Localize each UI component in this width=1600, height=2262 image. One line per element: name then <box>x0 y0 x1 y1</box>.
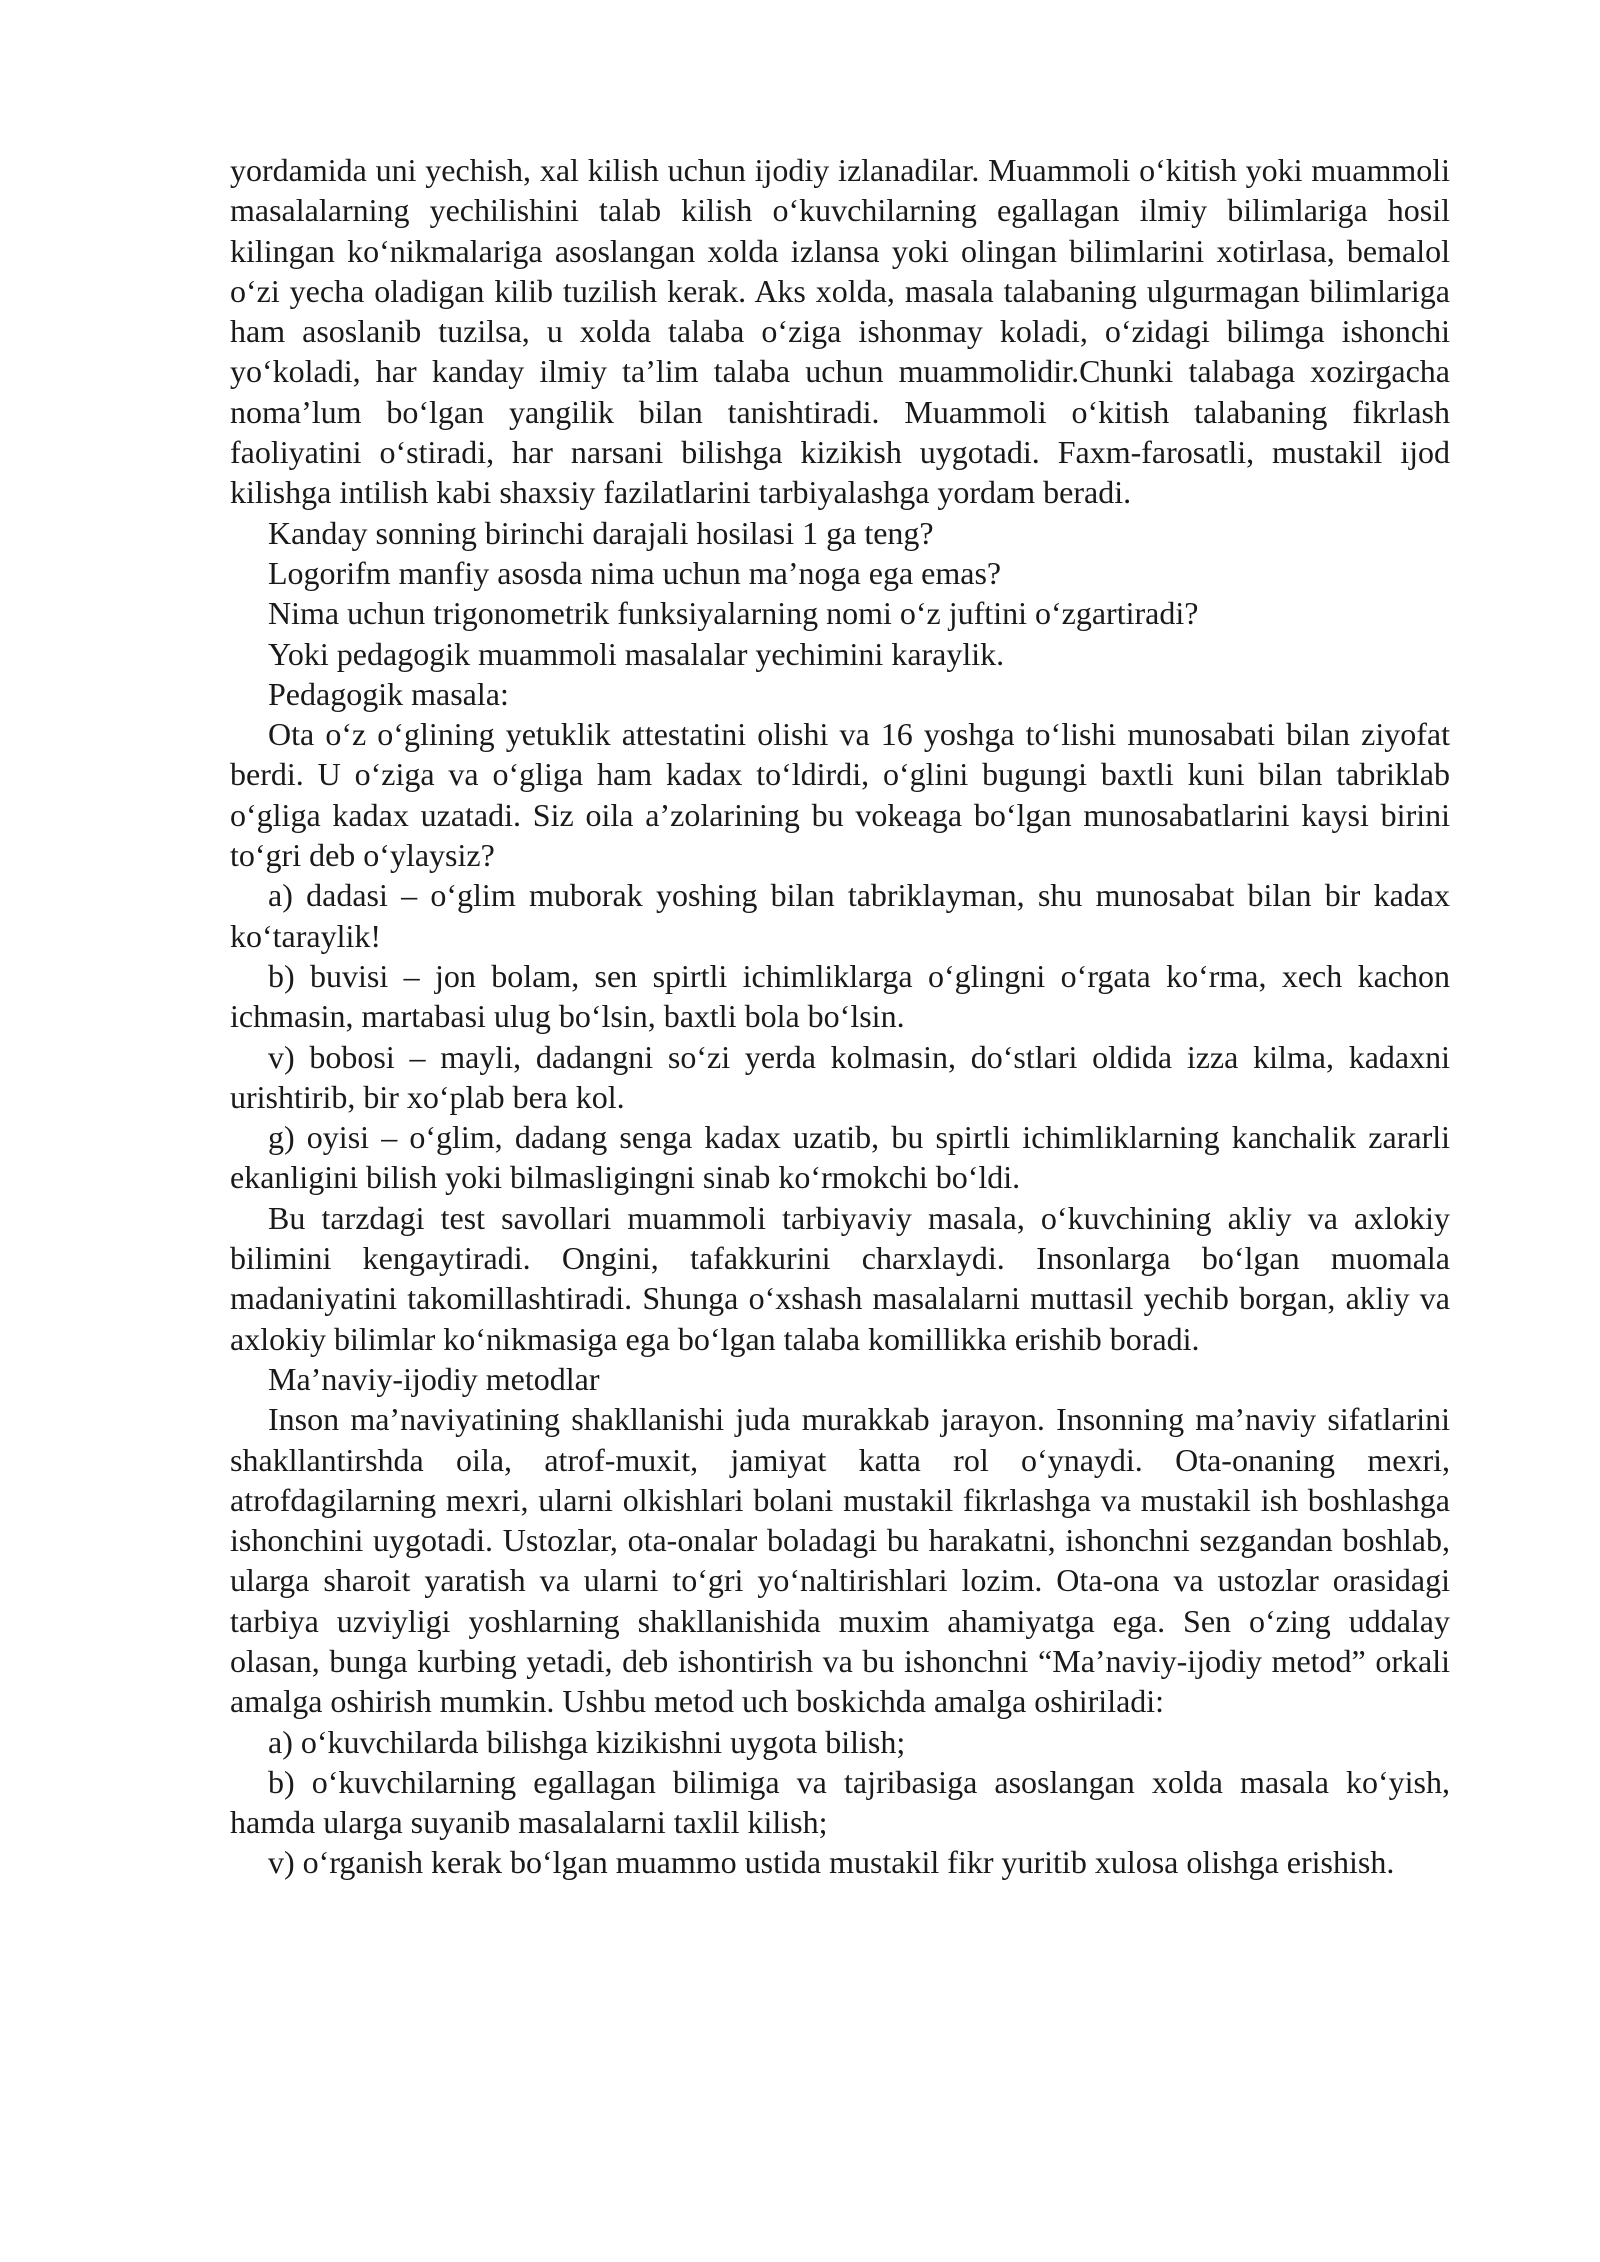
paragraph-problem-story: Ota o‘z o‘glining yetuklik attestatini olishi va 16 yoshga to‘lishi munosabati bilan ziyofat berdi. U o‘ziga va o‘gliga ham kadax to‘ldirdi, o‘glini bugungi baxtli kuni bilan tabriklab o‘gliga kadax uzatadi. Siz oila a’zolarining bu vokeaga bo‘lgan munosabatlarini kaysi birini to‘gri deb o‘ylaysiz? <box>230 716 1450 874</box>
question-derivative: Kanday sonning birinchi darajali hosilasi 1 ga teng? <box>268 514 934 551</box>
option-b-grandmother: b) buvisi – jon bolam, sen spirtli ichimliklarga o‘glingni o‘rgata ko‘rma, xech kachon ichmasin, martabasi ulug bo‘lsin, baxtli bola bo‘lsin. <box>230 957 1450 1035</box>
question-trigonometry: Nima uchun trigonometrik funksiyalarning nomi o‘z juftini o‘zgartiradi? <box>268 595 1199 632</box>
heading-pedagogical-problem: Pedagogik masala: <box>268 675 509 712</box>
paragraph-spiritual-formation: Inson ma’naviyatining shakllanishi juda murakkab jarayon. Insonning ma’naviy sifatlarini shakllantirshda oila, atrof-muxit, jamiyat katta rol o‘ynaydi. Ota-onaning mexri, atrofdagilarning mexri, ularni olkishlari bolani mustakil fikrlashga va mustakil ish boshlashga ishonchini uygotadi. Ustozlar, ota-onalar boladagi bu harakatni, ishonchni sezgandan boshlab, ularga sharoit yaratish va ularni to‘gri yo‘naltirishlari lozim. Ota-ona va ustozlar orasidagi tarbiya uzviyligi yoshlarning shakllanishida muxim ahamiyatga ega. Sen o‘zing uddalay olasan, bunga kurbing yetadi, deb ishontirish va bu ishonchni “Ma’naviy-ijodiy metod” orkali amalga oshirish mumkin. Ushbu metod uch boskichda amalga oshiriladi: <box>230 1401 1450 1720</box>
question-logarithm: Logorifm manfiy asosda nima uchun ma’noga ega emas? <box>268 554 1002 591</box>
stage-a: a) o‘kuvchilarda bilishga kizikishni uygota bilish; <box>268 1723 906 1760</box>
option-g-mother: g) oyisi – o‘glim, dadang senga kadax uzatib, bu spirtli ichimliklarning kanchalik zararli ekanligini bilish yoki bilmasligingni sinab ko‘rmokchi bo‘ldi. <box>230 1119 1450 1196</box>
paragraph-intro: yordamida uni yechish, xal kilish uchun ijodiy izlanadilar. Muammoli o‘kitish yoki muammoli masalalarning yechilishini talab kilish o‘kuvchilarning egallagan ilmiy bilimlariga hosil kilingan ko‘nikmalariga asoslangan xolda izlansa yoki olingan bilimlarini xotirlasa, bemalol o‘zi yecha oladigan kilib tuzilish kerak. Aks xolda, masala talabaning ulgurmagan bilimlariga ham asoslanib tuzilsa, u xolda talaba o‘ziga ishonmay koladi, o‘zidagi bilimga ishonchi yo‘koladi, har kanday ilmiy ta’lim talaba uchun muammolidir.Chunki talabaga xozirgacha noma’lum bo‘lgan yangilik bilan tanishtiradi. Muammoli o‘kitish talabaning fikrlash faoliyatini o‘stiradi, har narsani bilishga kizikish uygotadi. Faxm-farosatli, mustakil ijod kilishga intilish kabi shaxsiy fazilatlarini tarbiyalashga yordam beradi. <box>230 152 1450 511</box>
document-page <box>230 150 1450 1883</box>
paragraph-test-questions: Bu tarzdagi test savollari muammoli tarbiyaviy masala, o‘kuvchining akliy va axlokiy bilimini kengaytiradi. Ongini, tafakkurini charxlaydi. Insonlarga bo‘lgan muomala madaniyatini takomillashtiradi. Shunga o‘xshash masalalarni muttasil yechib borgan, akliy va axlokiy bilimlar ko‘nikmasiga ega bo‘lgan talaba komillikka erishib boradi. <box>230 1199 1450 1357</box>
stage-v: v) o‘rganish kerak bo‘lgan muammo ustida mustakil fikr yuritib xulosa olishga erishish. <box>268 1844 1395 1881</box>
option-a-father: a) dadasi – o‘glim muborak yoshing bilan tabriklayman, shu munosabat bilan bir kadax ko‘taraylik! <box>230 877 1450 954</box>
stage-b: b) o‘kuvchilarning egallagan bilimiga va tajribasiga asoslangan xolda masala ko‘yish, hamda ularga suyanib masalalarni taxlil kilish; <box>230 1763 1450 1841</box>
paragraph-pedagogical-intro: Yoki pedagogik muammoli masalalar yechimini karaylik. <box>268 635 1005 672</box>
heading-spiritual-methods: Ma’naviy-ijodiy metodlar <box>268 1360 600 1397</box>
option-v-grandfather: v) bobosi – mayli, dadangni so‘zi yerda kolmasin, do‘stlari oldida izza kilma, kadaxni urishtirib, bir xo‘plab bera kol. <box>230 1038 1450 1115</box>
